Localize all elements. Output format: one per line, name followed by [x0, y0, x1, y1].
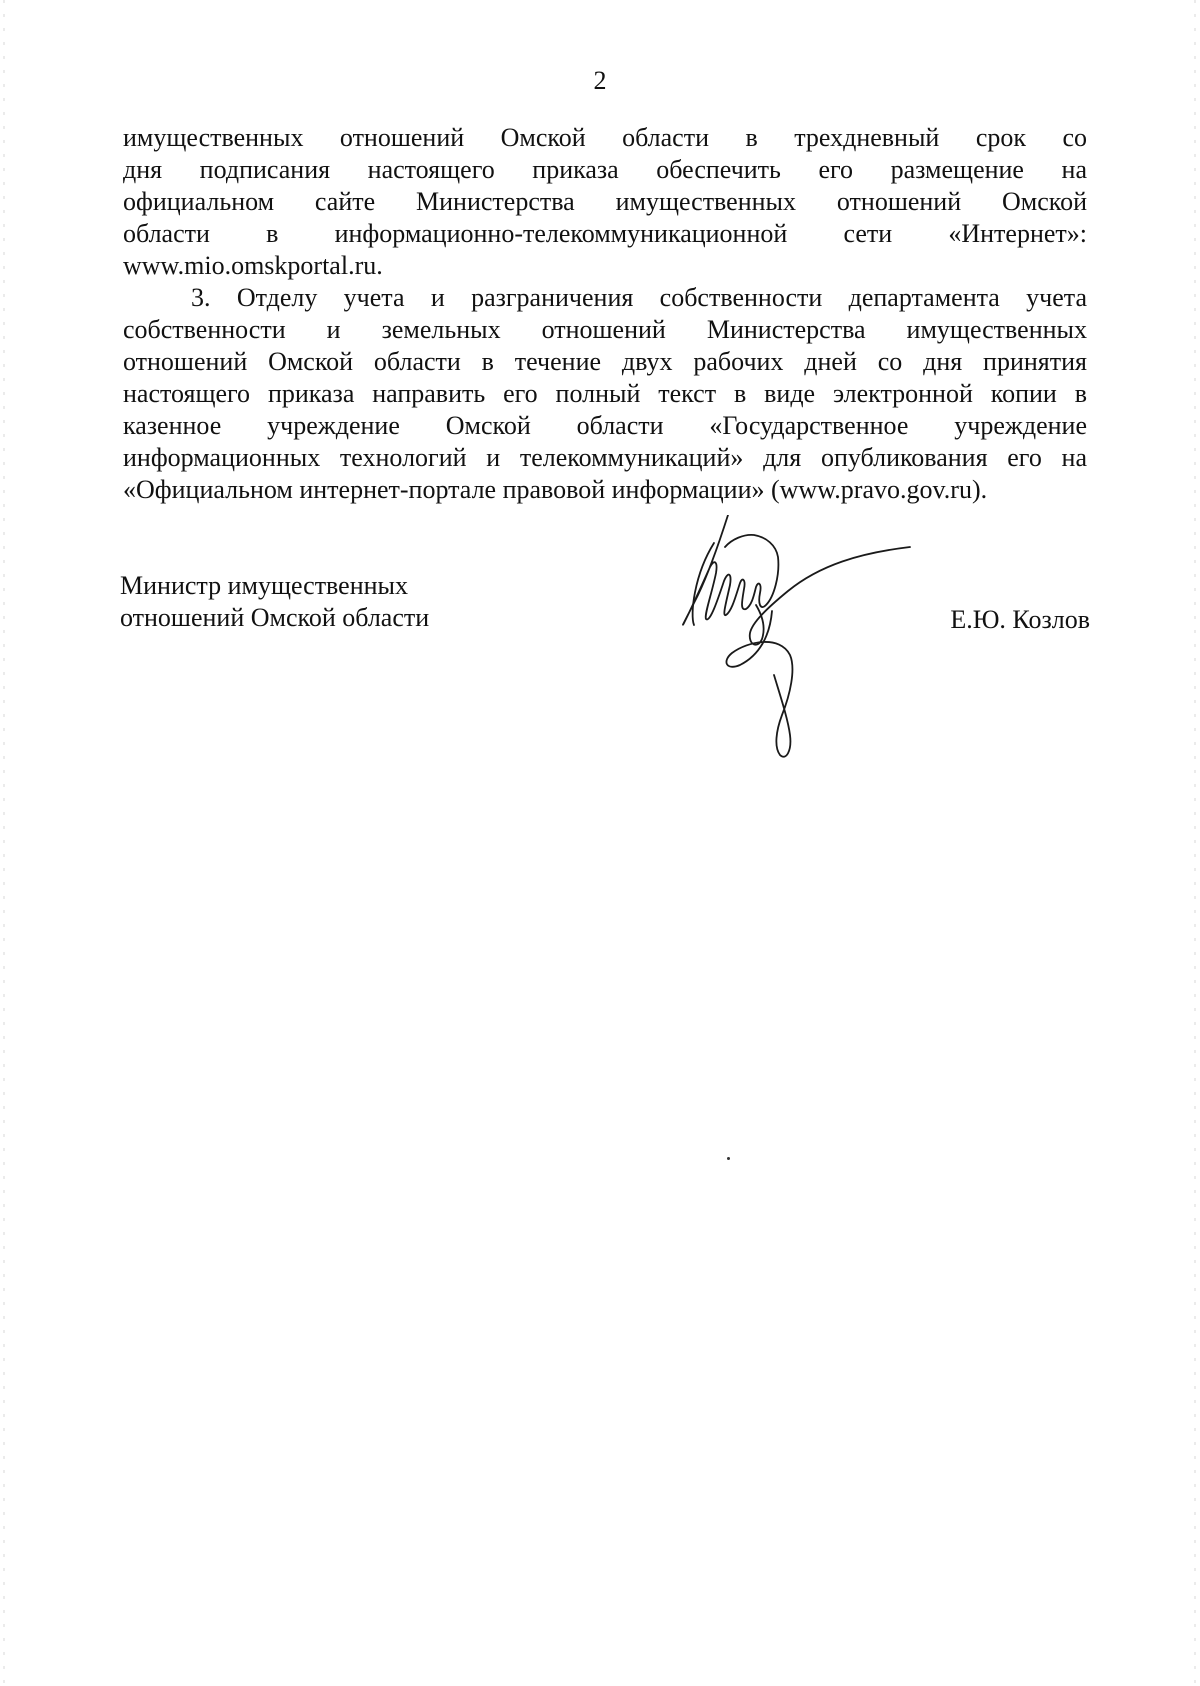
paragraph-2-line-2: собственности и земельных отношений Министерства имущественных: [123, 315, 1087, 344]
paragraph-1-line-1: имущественных отношений Омской области в трехдневный срок со: [123, 123, 1087, 152]
paragraph-1-line-4: области в информационно-телекоммуникационной сети «Интернет»:: [123, 219, 1087, 248]
paragraph-2-line-3: отношений Омской области в течение двух рабочих дней со дня принятия: [123, 347, 1087, 376]
page-number: 2: [593, 66, 607, 95]
handwritten-signature: [670, 515, 950, 785]
paragraph-2-line-1: 3. Отделу учета и разграничения собственности департамента учета: [191, 283, 1087, 312]
paragraph-1-line-5: www.mio.omskportal.ru.: [123, 251, 383, 280]
signer-position-line-1: Министр имущественных: [120, 571, 409, 600]
signer-position-line-2: отношений Омской области: [120, 603, 430, 632]
document-body: [123, 122, 1087, 506]
paragraph-2-line-5: казенное учреждение Омской области «Государственное учреждение: [123, 411, 1087, 440]
scan-edge-right: [1194, 0, 1196, 1686]
scan-edge-left: [3, 0, 5, 1686]
signer-name: Е.Ю. Козлов: [950, 605, 1090, 634]
signer-position: [120, 570, 540, 634]
scan-speck: [727, 1157, 730, 1160]
paragraph-2-line-6: информационных технологий и телекоммуникаций» для опубликования его на: [123, 443, 1087, 472]
paragraph-1-line-3: официальном сайте Министерства имущественных отношений Омской: [123, 187, 1087, 216]
paragraph-2-line-7: «Официальном интернет-портале правовой информации» (www.pravo.gov.ru).: [123, 475, 988, 504]
paragraph-2-line-4: настоящего приказа направить его полный текст в виде электронной копии в: [123, 379, 1087, 408]
paragraph-1-line-2: дня подписания настоящего приказа обеспечить его размещение на: [123, 155, 1087, 184]
